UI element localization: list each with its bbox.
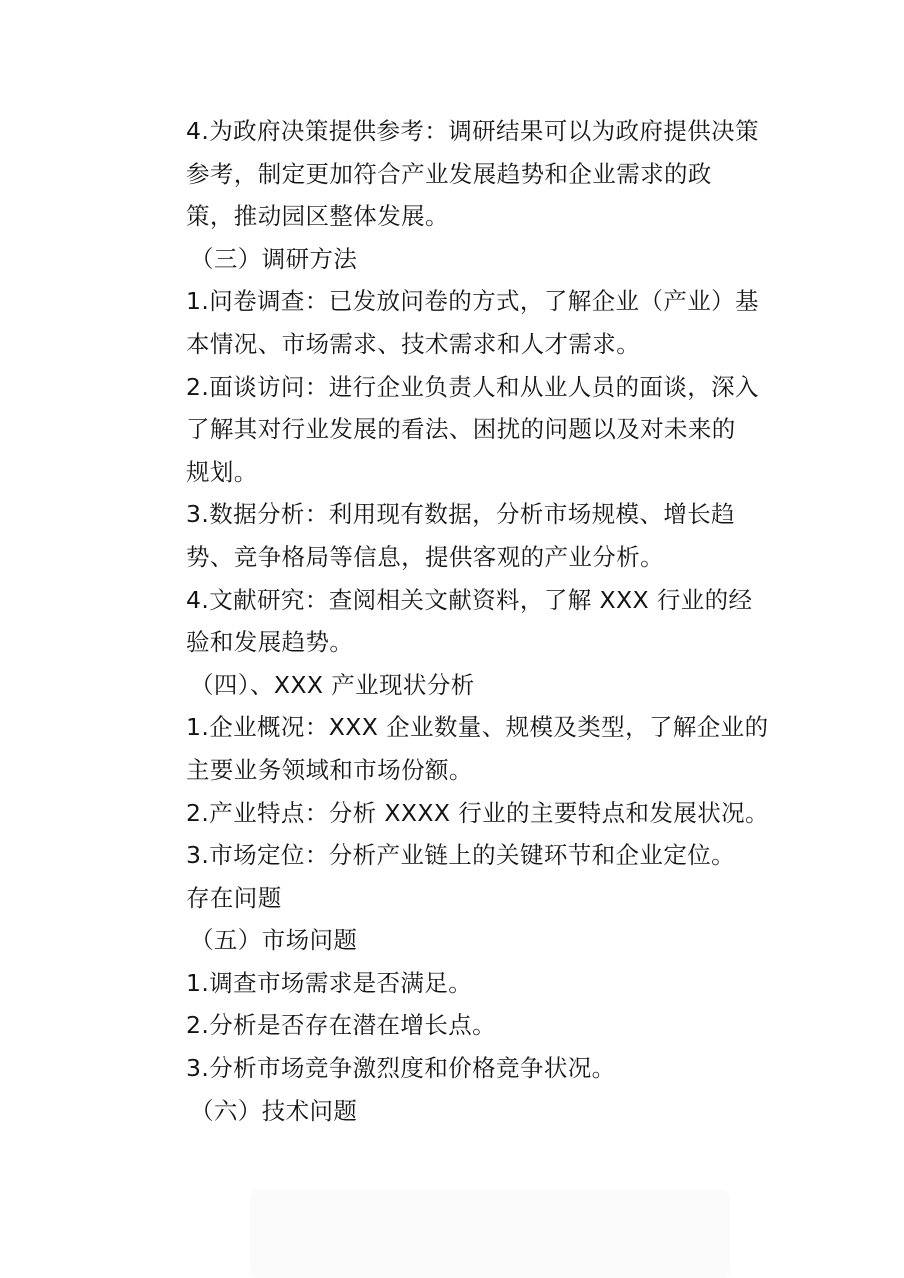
document-body — [186, 110, 786, 1132]
paragraph-line: 1.问卷调查：已发放问卷的方式，了解企业（产业）基 — [186, 287, 759, 316]
blank-footer-area — [250, 1190, 730, 1278]
paragraph-line: 策，推动园区整体发展。 — [186, 202, 449, 231]
section-heading: （五）市场问题 — [190, 926, 358, 955]
paragraph-line: 3.分析市场竞争激烈度和价格竞争状况。 — [186, 1054, 616, 1083]
paragraph-line: 存在问题 — [186, 883, 282, 912]
paragraph-line: 2.面谈访问：进行企业负责人和从业人员的面谈，深入 — [186, 372, 759, 401]
paragraph-line: 本情况、市场需求、技术需求和人才需求。 — [186, 329, 641, 358]
paragraph-line: 主要业务领域和市场份额。 — [186, 755, 473, 784]
paragraph-line: 2.分析是否存在潜在增长点。 — [186, 1011, 497, 1040]
paragraph-line: 3.市场定位：分析产业链上的关键环节和企业定位。 — [186, 841, 736, 870]
paragraph-line: 势、竞争格局等信息，提供客观的产业分析。 — [186, 542, 664, 571]
paragraph-line: 2.产业特点：分析 XXXX 行业的主要特点和发展状况。 — [186, 798, 769, 827]
paragraph-line: 1.调查市场需求是否满足。 — [186, 968, 473, 997]
paragraph-line: 参考，制定更加符合产业发展趋势和企业需求的政 — [186, 159, 712, 188]
section-heading: （三）调研方法 — [190, 244, 358, 273]
paragraph-line: 4.为政府决策提供参考：调研结果可以为政府提供决策 — [186, 117, 759, 145]
paragraph-line: 3.数据分析：利用现有数据，分析市场规模、增长趋 — [186, 500, 736, 529]
section-heading: （四）、XXX 产业现状分析 — [190, 670, 475, 699]
paragraph-line: 了解其对行业发展的看法、困扰的问题以及对未来的 — [186, 415, 736, 444]
section-heading: （六）技术问题 — [190, 1096, 358, 1125]
paragraph-line: 验和发展趋势。 — [186, 628, 354, 657]
paragraph-line: 4.文献研究：查阅相关文献资料，了解 XXX 行业的经 — [186, 585, 753, 614]
paragraph-line: 规划。 — [186, 457, 258, 486]
paragraph-line: 1.企业概况：XXX 企业数量、规模及类型，了解企业的 — [186, 713, 769, 742]
